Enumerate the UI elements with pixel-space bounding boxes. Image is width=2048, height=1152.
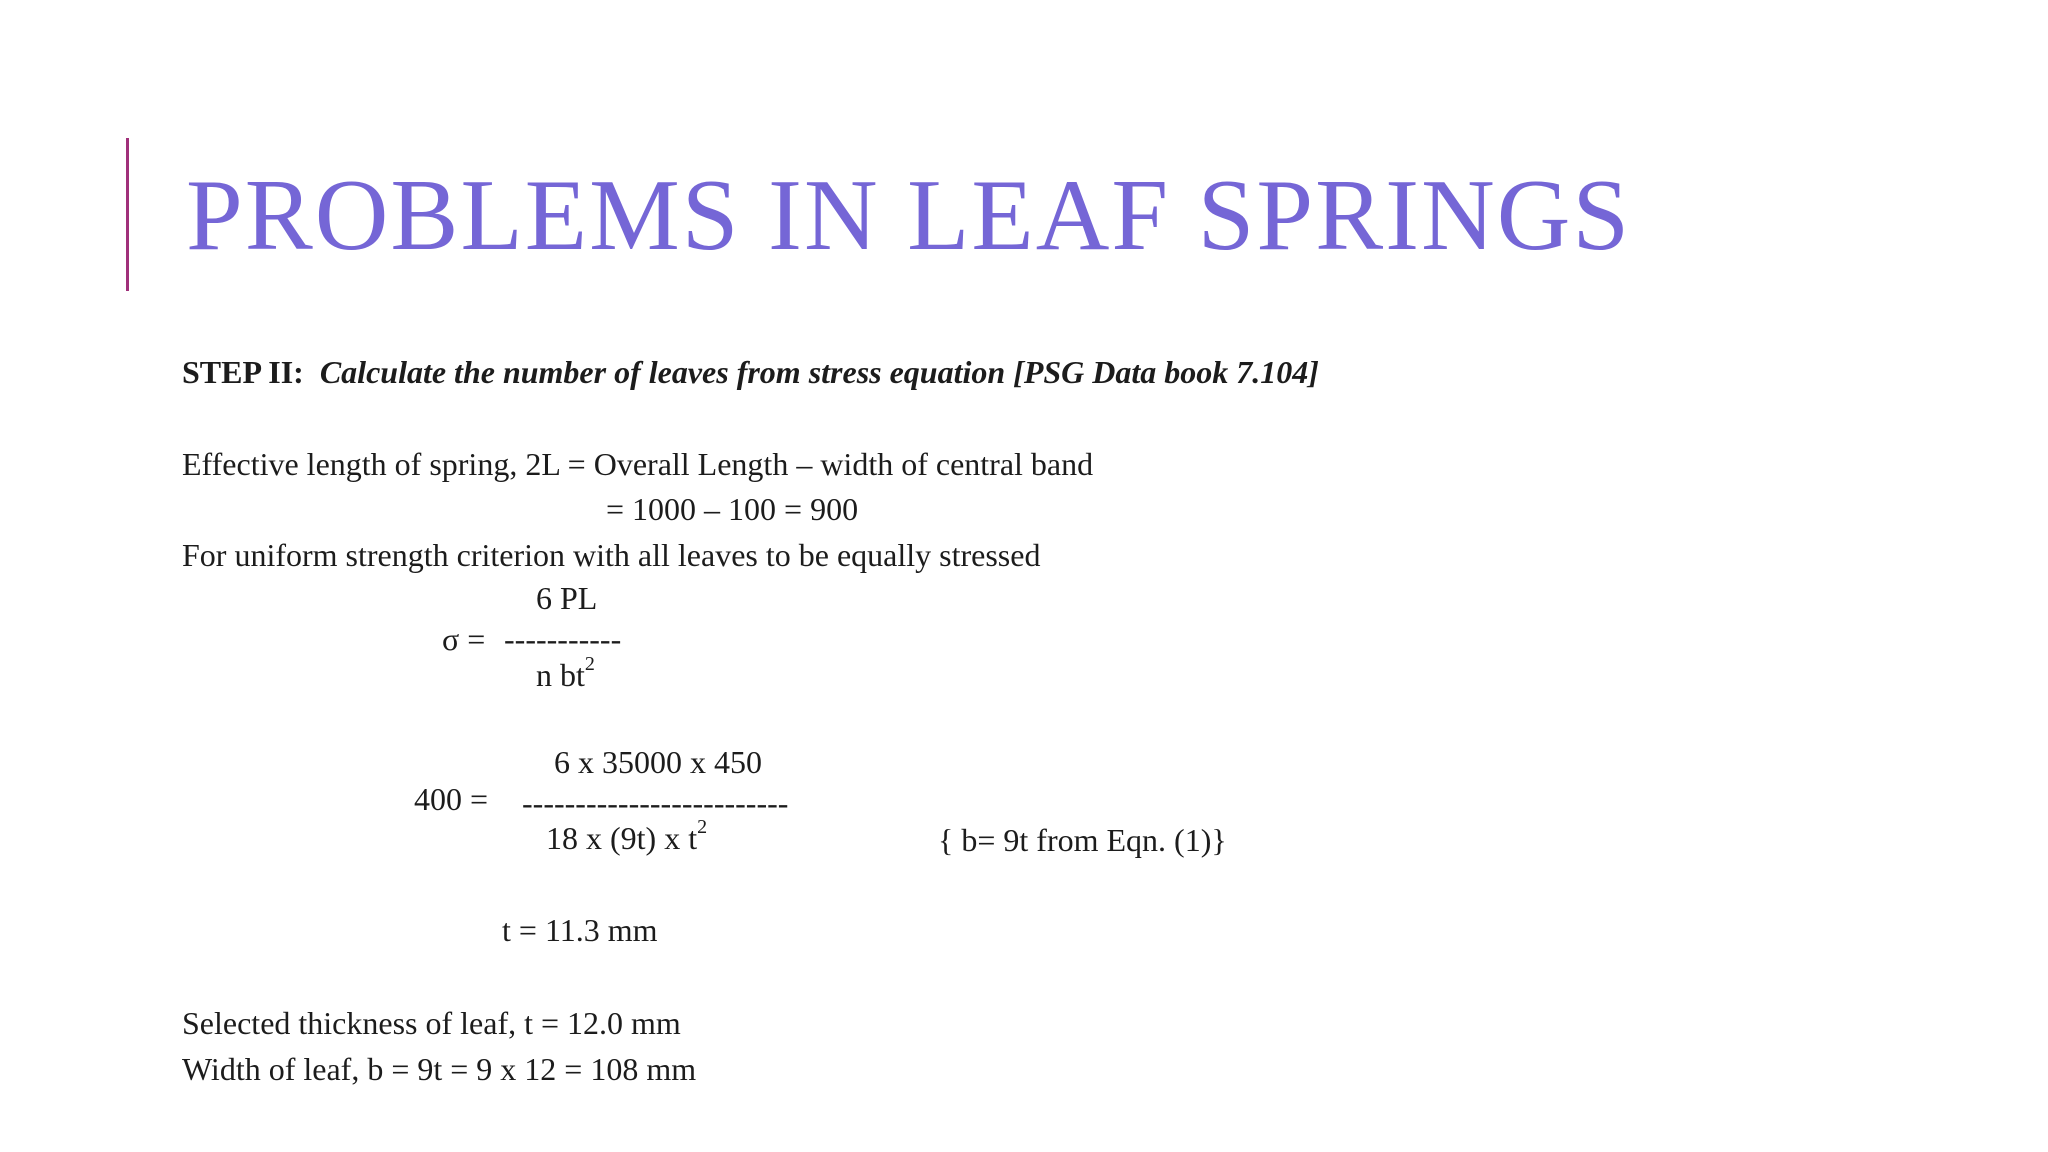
sigma-numerator: 6 PL (536, 580, 598, 616)
step-heading (182, 352, 1319, 392)
step-label: STEP II: (182, 354, 304, 390)
slide-title: PROBLEMS IN LEAF SPRINGS (186, 159, 1632, 272)
leaf-width-line: Width of leaf, b = 9t = 9 x 12 = 108 mm (182, 1051, 697, 1087)
thickness-result: t = 11.3 mm (502, 912, 658, 948)
equation-numerator: 6 x 35000 x 450 (554, 744, 762, 780)
effective-length-value: = 1000 – 100 = 900 (606, 491, 859, 527)
selected-thickness-line: Selected thickness of leaf, t = 12.0 mm (182, 1005, 681, 1041)
sigma-fraction-line: ----------- (504, 621, 622, 657)
sigma-denominator-exponent: 2 (584, 653, 595, 676)
step-description: Calculate the number of leaves from stress equation [PSG Data book 7.104] (319, 354, 1319, 390)
sigma-lhs: σ = (442, 621, 486, 657)
sigma-denominator (536, 655, 595, 695)
uniform-strength-line: For uniform strength criterion with all leaves to be equally stressed (182, 537, 1041, 573)
effective-length-line: Effective length of spring, 2L = Overall Length – width of central band (182, 446, 1094, 482)
equation-denominator-base: 18 x (9t) x t (546, 820, 698, 856)
sigma-denominator-base: n bt (536, 657, 585, 693)
title-accent-bar (126, 138, 129, 291)
equation-fraction-line: ------------------------- (522, 785, 789, 821)
equation-denominator (546, 818, 707, 858)
equation-note: { b= 9t from Eqn. (1)} (938, 822, 1227, 858)
equation-denominator-exponent: 2 (697, 816, 708, 839)
equation-lhs: 400 = (414, 781, 489, 817)
